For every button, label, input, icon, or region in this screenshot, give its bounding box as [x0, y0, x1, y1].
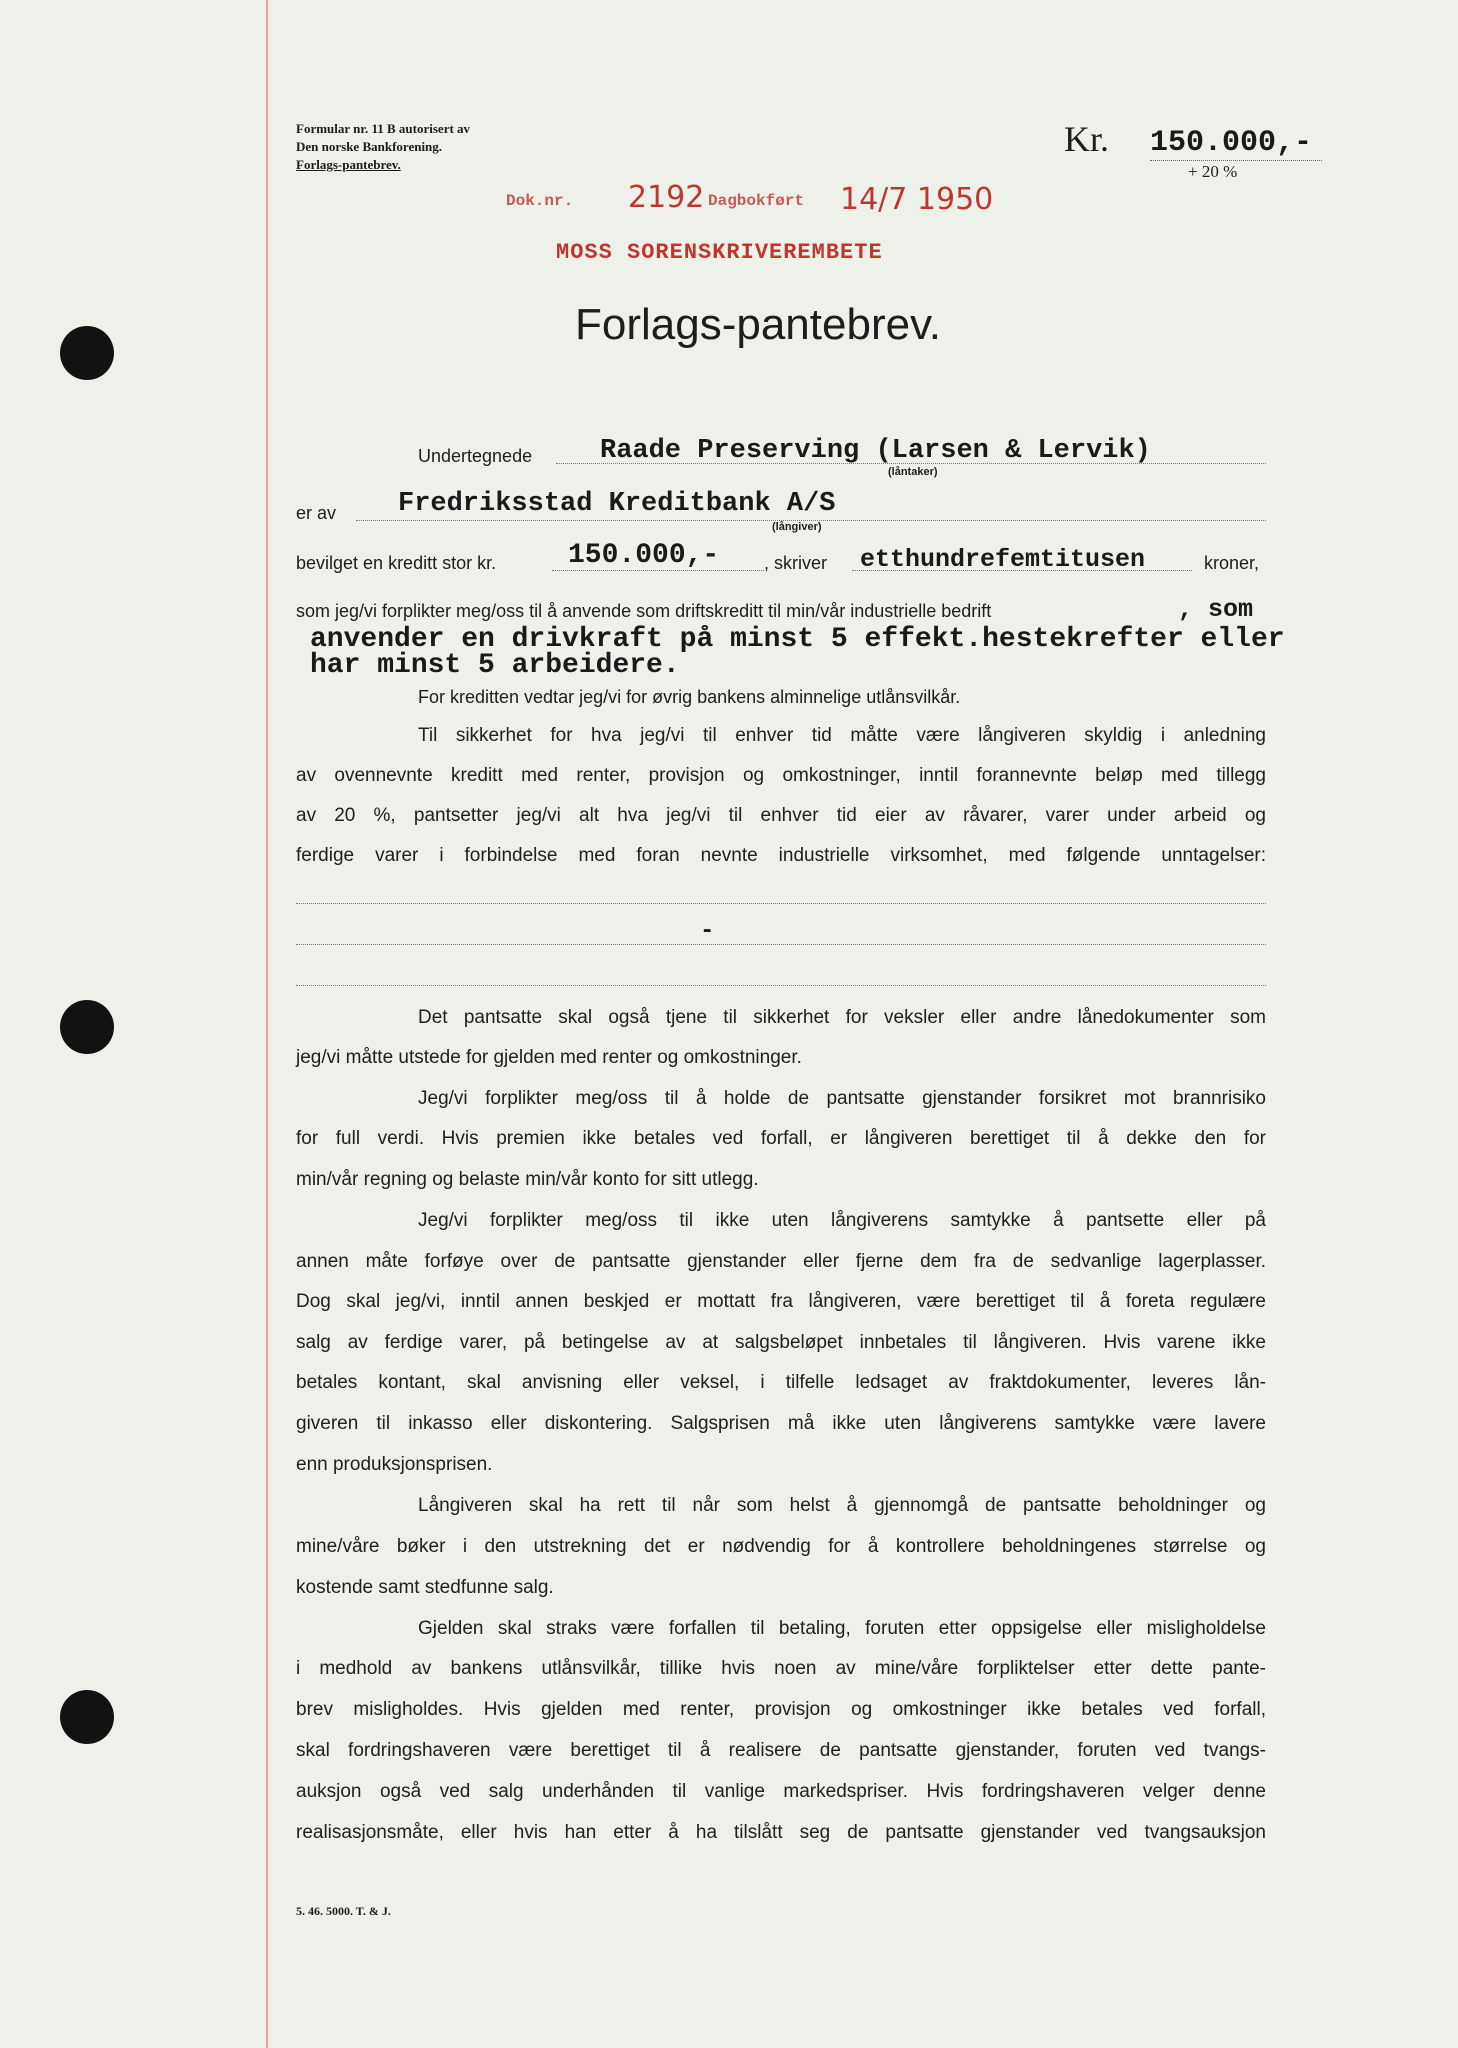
body-line: Dog skal jeg/vi, inntil annen beskjed er mottatt fra långiveren, være berettiget til å foreta regulære	[296, 1291, 1266, 1312]
punch-hole	[60, 1000, 114, 1054]
exception-dash: -	[700, 918, 715, 945]
body-line: skal fordringshaveren være berettiget til å realisere de pantsatte gjenstander, foruten ved tvangs-	[296, 1740, 1266, 1761]
undertegnede-label: Undertegnede	[418, 446, 533, 466]
body-line: mine/våre bøker i den utstrekning det er nødvendig for å kontrollere beholdningenes størrelse og	[296, 1536, 1266, 1557]
kroner-label: kroner,	[1204, 553, 1260, 573]
lender-caption: (långiver)	[772, 521, 822, 533]
body-line: for full verdi. Hvis premien ikke betales ved forfall, er långiveren berettiget til å dekke den for	[296, 1128, 1266, 1149]
body-line: giveren til inkasso eller diskontering. Salgsprisen må ikke uten långiverens samtykke være lavere	[296, 1413, 1266, 1434]
punch-hole	[60, 1690, 114, 1744]
body-line: av 20 %, pantsetter jeg/vi alt hva jeg/vi til enhver tid eier av råvarer, varer under arbeid og	[296, 805, 1266, 826]
body-line: brev misligholdes. Hvis gjelden med renter, provisjon og omkostninger ikke betales ved forfall,	[296, 1699, 1266, 1720]
skriver-label: , skriver	[764, 553, 827, 573]
borrower-name: Raade Preserving (Larsen & Lervik)	[600, 436, 1151, 466]
credit-label: bevilget en kreditt stor kr.	[296, 553, 497, 573]
body-line: auksjon også ved salg underhånden til vanlige markedspriser. Hvis fordringshaveren velger denne	[296, 1781, 1266, 1802]
credit-amount: 150.000,-	[568, 540, 720, 571]
body-line: betales kontant, skal anvisning eller veksel, i tilfelle ledsaget av fraktdokumenter, leveres lån-	[296, 1372, 1266, 1393]
body-line: salg av ferdige varer, på betingelse av at salgsbeløpet innbetales til långiveren. Hvis varene ikke	[296, 1332, 1266, 1353]
body-line-vilkar: For kreditten vedtar jeg/vi for øvrig bankens alminnelige utlånsvilkår.	[418, 687, 961, 707]
kr-label: Kr.	[1064, 119, 1109, 159]
kr-surcharge: + 20 %	[1188, 162, 1238, 181]
exception-line	[296, 903, 1266, 904]
paragraph1-typed-line3: har minst 5 arbeidere.	[310, 650, 680, 681]
kr-amount: 150.000,-	[1150, 126, 1322, 161]
body-line: realisasjonsmåte, eller hvis han etter å ha tilslått seg de pantsatte gjenstander ved tvangsauksjon	[296, 1822, 1266, 1843]
stamp-date-label: Dagbokført	[708, 192, 805, 210]
body-line: Jeg/vi forplikter meg/oss til å holde de pantsatte gjenstander forsikret mot brannrisiko	[418, 1088, 1266, 1109]
body-line: Det pantsatte skal også tjene til sikkerhet for veksler eller andre lånedokumenter som	[418, 1007, 1266, 1028]
stamp-dok-label: Dok.nr.	[506, 192, 574, 210]
paragraph1-typed-line2: anvender en drivkraft på minst 5 effekt.hestekrefter eller	[310, 624, 1285, 655]
er-av-label: er av	[296, 503, 337, 523]
body-line: i medhold av bankens utlånsvilkår, tillike hvis noen av mine/våre forpliktelser etter dette pante-	[296, 1658, 1266, 1679]
paragraph1-line1: som jeg/vi forplikter meg/oss til å anvende som driftskreditt til min/vår industrielle bedrift	[296, 601, 992, 621]
lender-name: Fredriksstad Kreditbank A/S	[398, 489, 836, 519]
stamp-date-value: 14/7 1950	[840, 182, 994, 217]
borrower-caption: (låntaker)	[888, 466, 938, 478]
body-line: min/vår regning og belaste min/vår konto for sitt utlegg.	[296, 1169, 759, 1190]
body-line: jeg/vi måtte utstede for gjelden med renter og omkostninger.	[296, 1047, 802, 1068]
page-title: Forlags-pantebrev.	[575, 300, 942, 349]
body-line: enn produksjonsprisen.	[296, 1454, 493, 1475]
footer-print-code: 5. 46. 5000. T. & J.	[296, 1904, 391, 1918]
exception-line	[296, 985, 1266, 986]
body-line: ferdige varer i forbindelse med foran nevnte industrielle virksomhet, med følgende unntagelser:	[296, 845, 1266, 866]
form-number-line1: Formular nr. 11 B autorisert av	[296, 121, 471, 136]
paragraph1-typed-suffix: , som	[1178, 595, 1254, 624]
stamp-dok-number: 2192	[628, 180, 705, 215]
body-line: Långiveren skal ha rett til når som helst å gjennomgå de pantsatte beholdninger og	[418, 1495, 1266, 1516]
red-margin-line	[266, 0, 268, 2048]
body-line: Til sikkerhet for hva jeg/vi til enhver tid måtte være långiveren skyldig i anledning	[418, 725, 1266, 746]
body-line: Jeg/vi forplikter meg/oss til ikke uten långiverens samtykke å pantsette eller på	[418, 1210, 1266, 1231]
form-number-line2: Den norske Bankforening.	[296, 139, 443, 154]
form-number-line3: Forlags-pantebrev.	[296, 157, 401, 172]
exception-line	[296, 944, 1266, 945]
body-line: kostende samt stedfunne salg.	[296, 1577, 554, 1598]
punch-hole	[60, 326, 114, 380]
stamp-office: MOSS SORENSKRIVEREMBETE	[556, 240, 883, 265]
body-line: Gjelden skal straks være forfallen til betaling, foruten etter oppsigelse eller misligholdelse	[418, 1618, 1266, 1639]
body-line: annen måte forføye over de pantsatte gjenstander eller fjerne dem fra de sedvanlige lagerplasser.	[296, 1251, 1266, 1272]
amount-words: etthundrefemtitusen	[860, 545, 1146, 574]
body-line: av ovennevnte kreditt med renter, provisjon og omkostninger, inntil forannevnte beløp med tillegg	[296, 765, 1266, 786]
